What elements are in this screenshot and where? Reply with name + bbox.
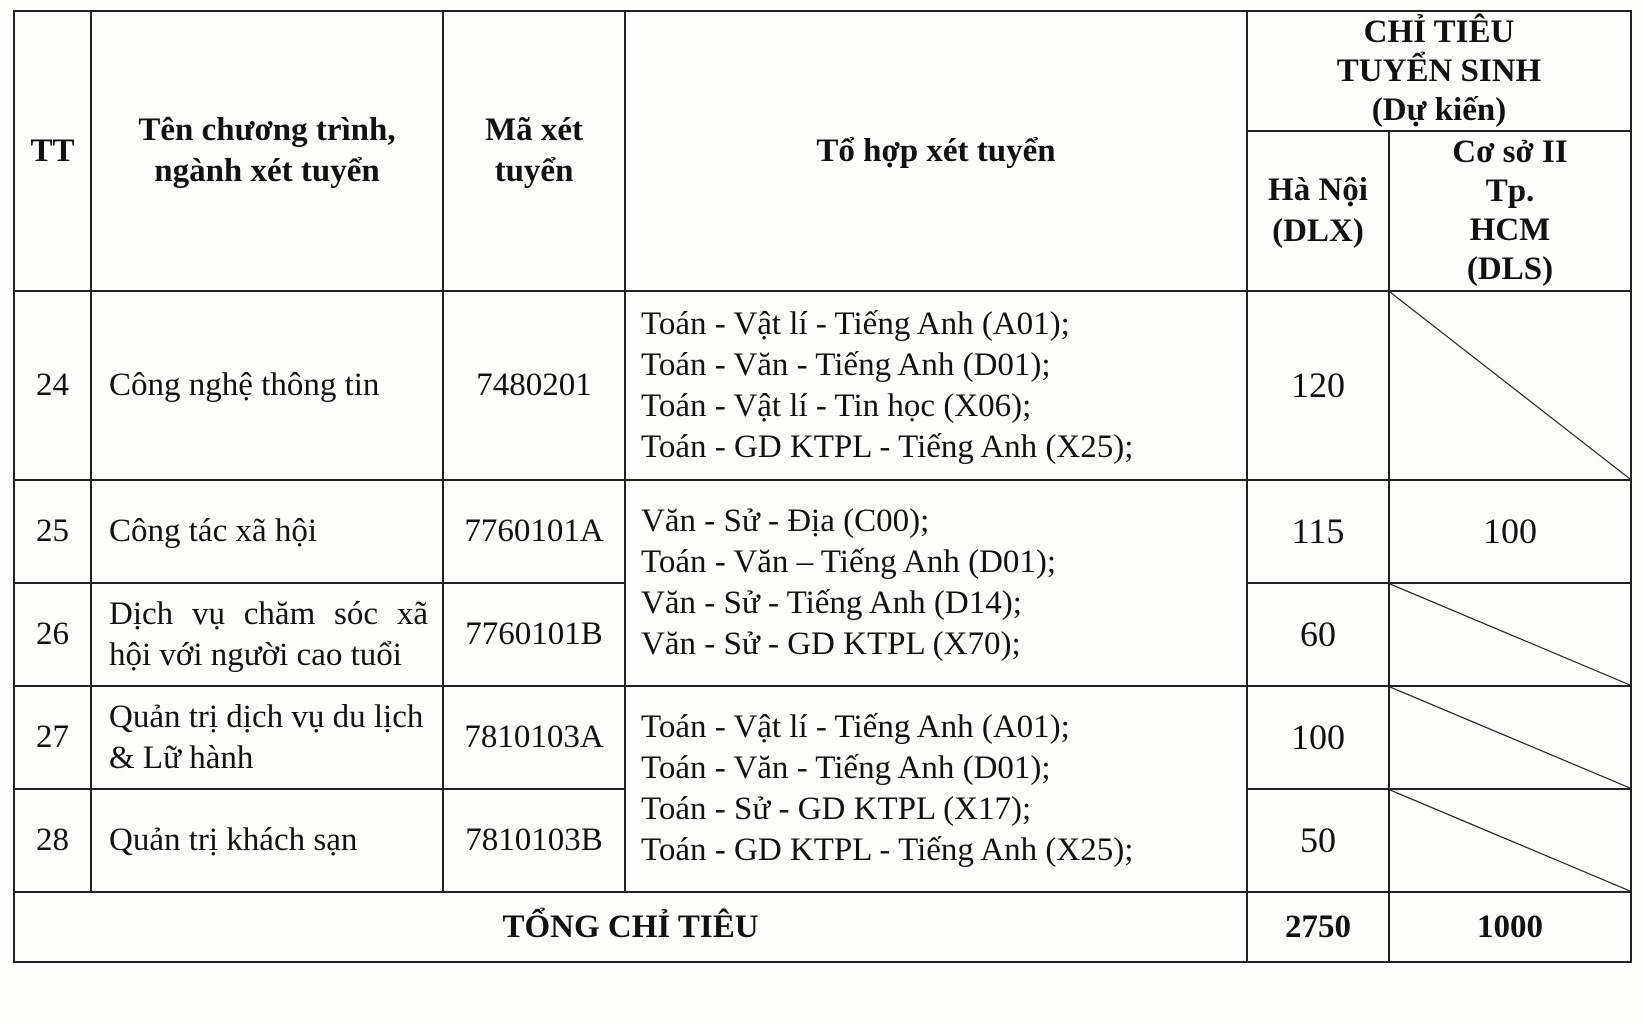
row-hanoi-quota: 100 bbox=[1247, 686, 1389, 789]
combo-line: Văn - Sử - Địa (C00); bbox=[641, 503, 930, 539]
table-row bbox=[14, 480, 1631, 583]
combo-line: Văn - Sử - Tiếng Anh (D14); bbox=[641, 585, 1022, 621]
row-hanoi-quota: 60 bbox=[1247, 583, 1389, 686]
header-hanoi-line2: (DLX) bbox=[1272, 213, 1364, 249]
row-code: 7810103A bbox=[443, 686, 625, 789]
header-hcm-line4: (DLS) bbox=[1466, 251, 1554, 287]
row-tt: 24 bbox=[14, 291, 91, 480]
combo-line: Toán - Vật lí - Tiếng Anh (A01); bbox=[641, 709, 1070, 745]
header-quota-line2: TUYỂN SINH bbox=[1336, 52, 1542, 89]
row-hcm-empty-slashed bbox=[1389, 686, 1631, 789]
program-name-line: hội với người cao tuổi bbox=[109, 636, 402, 673]
diagonal-slash-icon bbox=[1390, 584, 1630, 685]
row-code: 7760101A bbox=[443, 480, 625, 583]
row-tt: 25 bbox=[14, 480, 91, 583]
row-tt: 26 bbox=[14, 583, 91, 686]
total-hanoi: 2750 bbox=[1247, 892, 1389, 962]
row-tt: 27 bbox=[14, 686, 91, 789]
row-code: 7480201 bbox=[443, 291, 625, 480]
header-hcm-line2: Tp. bbox=[1485, 173, 1535, 209]
program-name-line: & Lữ hành bbox=[109, 739, 254, 776]
program-name-line: Quản trị dịch vụ du lịch bbox=[109, 698, 424, 735]
table-row bbox=[14, 291, 1631, 480]
diagonal-slash-icon bbox=[1390, 790, 1630, 891]
header-program-line2: ngành xét tuyển bbox=[154, 153, 380, 189]
combo-line: Toán - Văn – Tiếng Anh (D01); bbox=[641, 544, 1057, 580]
combo-line: Toán - Vật lí - Tiếng Anh (A01); bbox=[641, 305, 1070, 342]
header-combo: Tổ hợp xét tuyển bbox=[625, 11, 1247, 291]
combo-line: Toán - Sử - GD KTPL (X17); bbox=[641, 791, 1032, 827]
combo-line: Toán - GD KTPL - Tiếng Anh (X25); bbox=[641, 428, 1134, 465]
row-program-name bbox=[91, 583, 443, 686]
row-tt: 28 bbox=[14, 789, 91, 892]
diagonal-slash-icon bbox=[1390, 292, 1630, 479]
row-hcm-empty-slashed bbox=[1389, 291, 1631, 480]
total-hcm: 1000 bbox=[1389, 892, 1631, 962]
program-name-line: Dịch vụ chăm sóc xã bbox=[109, 595, 428, 632]
row-program-name: Công nghệ thông tin bbox=[91, 291, 443, 480]
row-code: 7810103B bbox=[443, 789, 625, 892]
row-program-name: Quản trị khách sạn bbox=[91, 789, 443, 892]
combo-line: Toán - Vật lí - Tin học (X06); bbox=[641, 387, 1032, 424]
admissions-quota-table bbox=[13, 10, 1632, 963]
combo-line: Toán - Văn - Tiếng Anh (D01); bbox=[641, 346, 1051, 383]
row-hanoi-quota: 115 bbox=[1247, 480, 1389, 583]
total-row bbox=[14, 892, 1631, 962]
row-combos-group-27-28 bbox=[625, 686, 1247, 892]
total-label: TỔNG CHỈ TIÊU bbox=[14, 892, 1247, 962]
row-combos-group-25-26 bbox=[625, 480, 1247, 686]
header-program-line1: Tên chương trình, bbox=[138, 112, 396, 148]
header-hanoi-line1: Hà Nội bbox=[1268, 172, 1368, 208]
header-code-line1: Mã xét bbox=[484, 112, 584, 148]
row-hcm-quota: 100 bbox=[1389, 480, 1631, 583]
row-combos bbox=[625, 291, 1247, 480]
row-hcm-empty-slashed bbox=[1389, 583, 1631, 686]
row-program-name bbox=[91, 686, 443, 789]
row-hanoi-quota: 120 bbox=[1247, 291, 1389, 480]
table-row bbox=[14, 686, 1631, 789]
row-hanoi-quota: 50 bbox=[1247, 789, 1389, 892]
header-program bbox=[91, 11, 443, 291]
row-hcm-empty-slashed bbox=[1389, 789, 1631, 892]
combo-line: Toán - GD KTPL - Tiếng Anh (X25); bbox=[641, 832, 1134, 868]
header-tt: TT bbox=[14, 11, 91, 291]
header-quota-line1: CHỈ TIÊU bbox=[1363, 13, 1515, 50]
header-quota bbox=[1247, 11, 1631, 131]
combo-line: Văn - Sử - GD KTPL (X70); bbox=[641, 626, 1021, 662]
row-code: 7760101B bbox=[443, 583, 625, 686]
header-quota-line3: (Dự kiến) bbox=[1371, 91, 1507, 128]
header-hanoi bbox=[1247, 131, 1389, 291]
header-hcm-line1: Cơ sở II bbox=[1452, 134, 1568, 170]
header-code-line2: tuyển bbox=[494, 153, 574, 189]
diagonal-slash-icon bbox=[1390, 687, 1630, 788]
row-program-name: Công tác xã hội bbox=[91, 480, 443, 583]
combo-line: Toán - Văn - Tiếng Anh (D01); bbox=[641, 750, 1051, 786]
header-row-1 bbox=[14, 11, 1631, 131]
header-code bbox=[443, 11, 625, 291]
header-hcm-line3: HCM bbox=[1469, 212, 1551, 248]
header-hcm bbox=[1389, 131, 1631, 291]
